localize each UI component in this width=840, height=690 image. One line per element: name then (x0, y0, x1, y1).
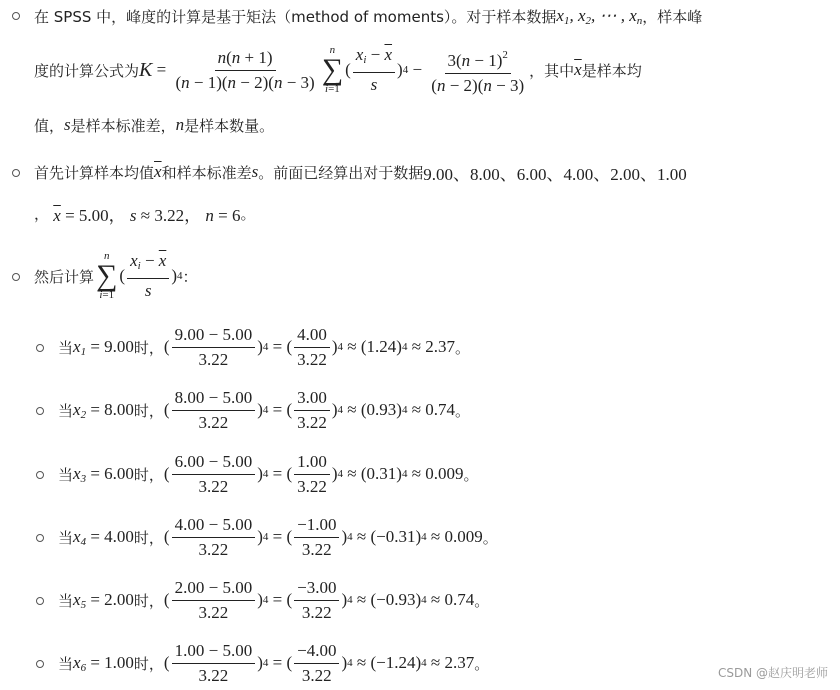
time-label: 时， (133, 528, 164, 547)
term-expression: $x_4$ = 4.00 (73, 526, 134, 548)
n-value: 6 (231, 205, 241, 225)
ratio-value: −1.24 (376, 653, 416, 672)
ratio-value: 0.31 (366, 464, 397, 483)
x-value-num: 1.00 (174, 640, 205, 660)
sub-bullet (36, 407, 44, 415)
x-index: 5 (80, 598, 87, 611)
term-calc: ( $\frac{9.00 - 5.00}{3.22}$ ) 4 = ( $\frac{4.00}{3.22}$ ) 4 ≈ ( 1.24 ) 4 ≈ 2.37 (163, 324, 456, 369)
bullet-2 (12, 169, 20, 177)
bullet-1 (12, 12, 20, 20)
result-value: 0.009 (444, 527, 483, 546)
mean-num: 5.00 (222, 324, 253, 344)
term-expression: $x_2$ = 8.00 (73, 399, 134, 421)
term-calc: ( $\frac{8.00 - 5.00}{3.22}$ ) 4 = ( $\frac{3.00}{3.22}$ ) 4 ≈ ( 0.93 ) 4 ≈ 0.74 (163, 387, 456, 432)
p1-line3 (34, 113, 274, 137)
sd-value: 3.22 (154, 205, 185, 225)
ratio-value: 0.93 (366, 400, 397, 419)
term-calc: ( $\frac{4.00 - 5.00}{3.22}$ ) 4 = ( $\frac{-1.00}{3.22}$ ) 4 ≈ ( −0.31 ) 4 ≈ 0.009 (163, 514, 483, 559)
diff-value: 4.00 (294, 325, 330, 348)
sd-den-2: 3.22 (297, 349, 327, 369)
x-value-num: 6.00 (174, 451, 205, 471)
diff-value: −4.00 (294, 641, 339, 664)
bullet-3 (12, 273, 20, 281)
sub-bullet (36, 471, 44, 479)
term-expression: $x_1$ = 9.00 (73, 336, 134, 358)
diff-value: −1.00 (294, 515, 339, 538)
end-label: 。 (455, 338, 471, 357)
when-label: 当 (58, 528, 74, 547)
time-label: 时， (133, 654, 164, 673)
x-value: 4.00 (104, 527, 134, 546)
end-label: 。 (482, 528, 498, 547)
p2-line2 (34, 201, 255, 225)
sd-den-2: 3.22 (297, 476, 327, 496)
p1-line2-tail: ，其中 (529, 61, 575, 80)
p2-values: $\overline{x} = 5.00$， s ≈ 3.22， n = 6 (53, 205, 241, 225)
term-expression: $x_5$ = 2.00 (73, 589, 134, 611)
mean-num: 5.00 (222, 451, 253, 471)
when-label: 当 (58, 654, 74, 673)
sd-den-2: 3.22 (301, 665, 332, 685)
p2-line1 (34, 160, 687, 184)
result-value: 0.009 (425, 464, 464, 483)
p1-line3-c: 是样本数量。 (184, 116, 275, 135)
mean-value: 5.00 (78, 205, 109, 225)
x-value-num: 8.00 (174, 387, 205, 407)
watermark: CSDN @赵庆明老师 (717, 666, 828, 680)
term-expression: $x_3$ = 6.00 (73, 463, 134, 485)
p3-line (34, 248, 198, 304)
sub-item (58, 573, 489, 627)
x-index: 2 (80, 408, 87, 421)
p1-line2 (34, 40, 642, 100)
x-value: 8.00 (104, 400, 134, 419)
when-label: 当 (58, 401, 74, 420)
p2-mid: 和样本标准差 (161, 163, 252, 182)
sub-bullet (36, 660, 44, 668)
x-value-num: 4.00 (174, 514, 205, 534)
sub-bullet (36, 344, 44, 352)
p1-line1 (34, 4, 702, 28)
sd-den: 3.22 (198, 602, 229, 622)
p2-data: 9.00、8.00、6.00、4.00、2.00、1.00 (423, 164, 687, 184)
x-index: 3 (80, 472, 87, 485)
term-calc: ( $\frac{1.00 - 5.00}{3.22}$ ) 4 = ( $\frac{-4.00}{3.22}$ ) 4 ≈ ( −1.24 ) 4 ≈ 2.37 (163, 640, 475, 685)
sub-bullet (36, 597, 44, 605)
sample-x-list: $x_1$, $x_2$, ⋯ , $x_n$ (556, 5, 643, 27)
sub-item (58, 636, 489, 690)
diff-value: −3.00 (294, 578, 339, 601)
mean-num: 5.00 (222, 577, 253, 597)
sub-item (58, 510, 498, 564)
time-label: 时， (133, 338, 164, 357)
sd-den-2: 3.22 (301, 539, 332, 559)
x-index: 6 (80, 661, 87, 674)
xbar-symbol: $\overline{x}$ (574, 60, 582, 79)
end-label: 。 (463, 465, 479, 484)
p2-end: 。 (240, 204, 256, 223)
term-expression: $x_6$ = 1.00 (73, 652, 134, 674)
sum-expression: n ∑ i=1 ( $\frac{x_i - \overline{x}}{s}$ ) 4 (96, 250, 183, 301)
sub-item (58, 383, 470, 437)
time-label: 时， (133, 401, 164, 420)
end-label: 。 (474, 654, 490, 673)
kurtosis-formula: K = $\frac{n(n + 1)}{(n - 1)(n - 2)(n - 3)}$ n ∑ i=1 ( $\frac{x_i - \overline{x}}{s}$ ) 4 − $\frac{3(n - 1)^2}{(n - 2)(n - 3)}$ (139, 44, 525, 95)
sd-den: 3.22 (198, 476, 229, 496)
sd-den: 3.22 (198, 539, 229, 559)
s-symbol-2: s (251, 162, 259, 181)
sd-den: 3.22 (198, 412, 229, 432)
when-label: 当 (58, 591, 74, 610)
result-value: 2.37 (425, 337, 456, 356)
x-value: 2.00 (104, 590, 134, 609)
mean-num: 5.00 (222, 640, 253, 660)
p1-line1-tail: ，样本峰 (642, 7, 703, 26)
time-label: 时， (133, 591, 164, 610)
diff-value: 3.00 (294, 388, 330, 411)
x-value: 1.00 (104, 653, 134, 672)
p1-line3-a: 值， (34, 116, 65, 135)
term-calc: ( $\frac{2.00 - 5.00}{3.22}$ ) 4 = ( $\frac{-3.00}{3.22}$ ) 4 ≈ ( −0.93 ) 4 ≈ 0.74 (163, 577, 475, 622)
p3-tail: ： (182, 267, 198, 286)
p1-line1-text: 在 SPSS 中，峰度的计算是基于矩法（method of moments）。对于样本数据 (34, 7, 557, 26)
diff-value: 1.00 (294, 452, 330, 475)
xbar-symbol-2: $\overline{x}$ (154, 162, 162, 181)
x-value-num: 2.00 (174, 577, 205, 597)
x-index: 1 (80, 345, 87, 358)
end-label: 。 (474, 591, 490, 610)
sub-item (58, 447, 479, 501)
when-label: 当 (58, 465, 74, 484)
ratio-value: −0.93 (376, 590, 416, 609)
term-calc: ( $\frac{6.00 - 5.00}{3.22}$ ) 4 = ( $\frac{1.00}{3.22}$ ) 4 ≈ ( 0.31 ) 4 ≈ 0.009 (163, 451, 464, 496)
p1-line2-lead: 度的计算公式为 (34, 61, 140, 80)
end-label: 。 (455, 401, 471, 420)
p3-lead: 然后计算 (34, 267, 95, 286)
sd-den: 3.22 (198, 349, 229, 369)
ratio-value: −0.31 (376, 527, 416, 546)
time-label: 时， (133, 465, 164, 484)
p2-tail: 。前面已经算出对于数据 (258, 163, 424, 182)
sub-item (58, 320, 470, 374)
p1-line3-b: 是样本标准差， (70, 116, 176, 135)
x-value: 6.00 (104, 464, 134, 483)
sd-den: 3.22 (198, 665, 229, 685)
p2-lead: 首先计算样本均值 (34, 163, 155, 182)
s-symbol: s (64, 115, 71, 134)
sd-den-2: 3.22 (297, 412, 327, 432)
p1-line2-tail2: 是样本均 (581, 61, 642, 80)
mean-num: 5.00 (222, 514, 253, 534)
sub-bullet (36, 534, 44, 542)
result-value: 2.37 (444, 653, 475, 672)
n-symbol: n (175, 115, 185, 134)
result-value: 0.74 (444, 590, 475, 609)
result-value: 0.74 (425, 400, 456, 419)
x-index: 4 (80, 535, 87, 548)
x-value: 9.00 (104, 337, 134, 356)
ratio-value: 1.24 (366, 337, 397, 356)
mean-num: 5.00 (222, 387, 253, 407)
p2-line2-lead: ， (34, 204, 50, 223)
sd-den-2: 3.22 (301, 602, 332, 622)
x-value-num: 9.00 (174, 324, 205, 344)
when-label: 当 (58, 338, 74, 357)
